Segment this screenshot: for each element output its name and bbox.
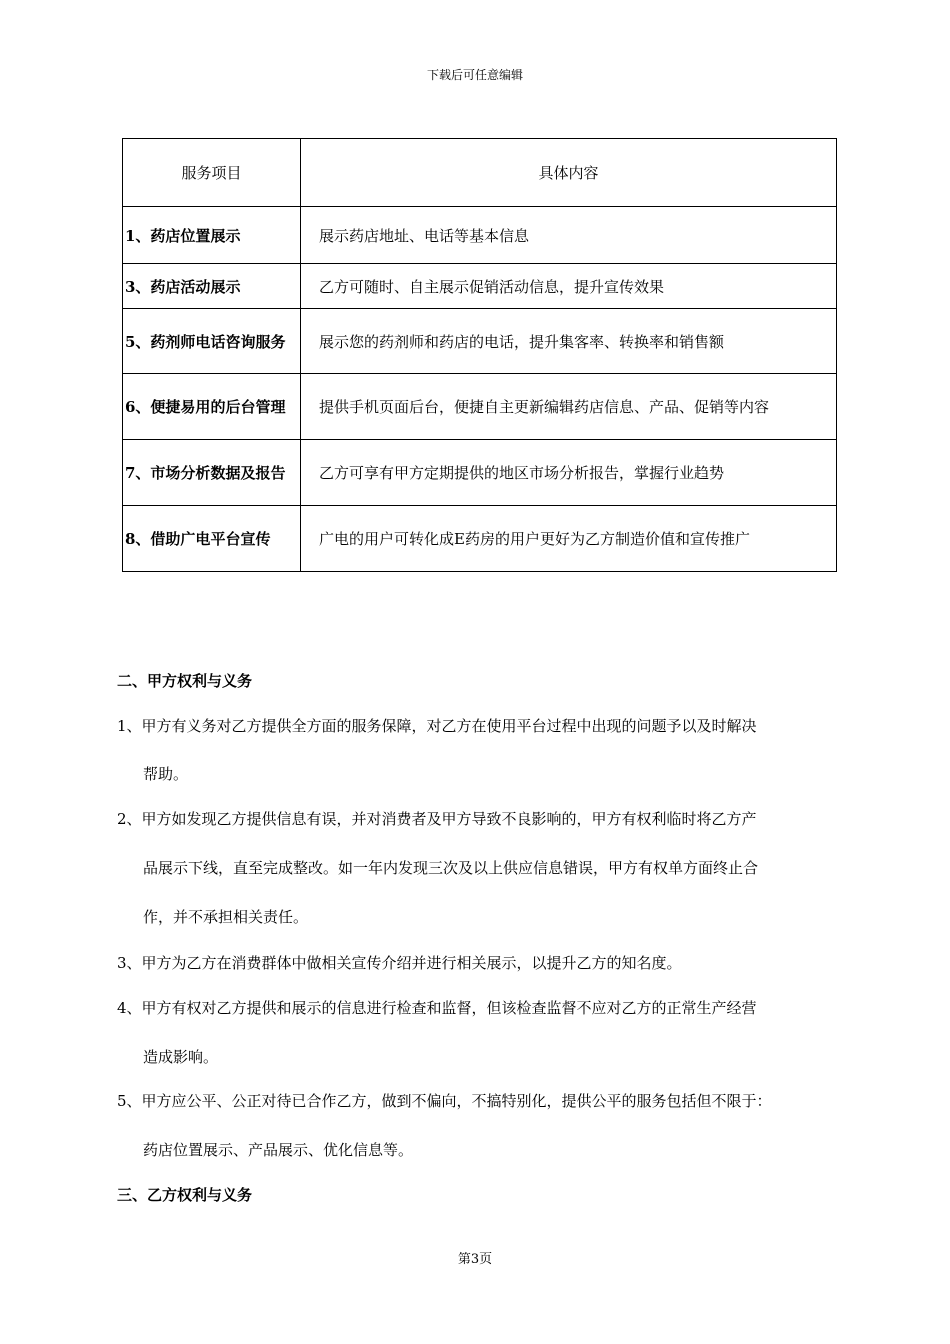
service-content: 提供手机页面后台，便捷自主更新编辑药店信息、产品、促销等内容	[301, 374, 837, 440]
section-title-party-b: 三、乙方权利与义务	[117, 1186, 253, 1204]
service-table	[122, 138, 837, 572]
service-item: 8、借助广电平台宣传	[123, 506, 301, 572]
table-row	[123, 264, 837, 309]
service-item: 7、市场分析数据及报告	[123, 440, 301, 506]
table-row	[123, 207, 837, 264]
service-content: 乙方可享有甲方定期提供的地区市场分析报告，掌握行业趋势	[301, 440, 837, 506]
page-number: 第3页	[457, 1252, 493, 1267]
clause-line: 5、甲方应公平、公正对待已合作乙方，做到不偏向，不搞特别化，提供公平的服务包括但不限于：	[117, 1092, 772, 1110]
service-item: 3、药店活动展示	[123, 264, 301, 309]
clause-line: 药店位置展示、产品展示、优化信息等。	[143, 1141, 414, 1159]
section-title-party-a: 二、甲方权利与义务	[117, 672, 253, 690]
clause-line: 3、甲方为乙方在消费群体中做相关宣传介绍并进行相关展示，以提升乙方的知名度。	[117, 954, 682, 972]
clause-line: 品展示下线，直至完成整改。如一年内发现三次及以上供应信息错误，甲方有权单方面终止合	[143, 859, 759, 877]
service-content: 乙方可随时、自主展示促销活动信息，提升宣传效果	[301, 264, 837, 309]
service-content: 广电的用户可转化成E药房的用户更好为乙方制造价值和宣传推广	[301, 506, 837, 572]
clause-line: 作，并不承担相关责任。	[143, 908, 309, 926]
service-item: 5、药剂师电话咨询服务	[123, 309, 301, 374]
table-row	[123, 309, 837, 374]
service-content: 展示药店地址、电话等基本信息	[301, 207, 837, 264]
service-content: 展示您的药剂师和药店的电话，提升集客率、转换率和销售额	[301, 309, 837, 374]
column-header-content: 具体内容	[301, 139, 837, 207]
table-header-row	[123, 139, 837, 207]
clause-line: 2、甲方如发现乙方提供信息有误，并对消费者及甲方导致不良影响的，甲方有权利临时将乙方产	[117, 810, 757, 828]
service-item: 1、药店位置展示	[123, 207, 301, 264]
table-row	[123, 374, 837, 440]
clause-line: 帮助。	[143, 765, 189, 783]
table-row	[123, 506, 837, 572]
table-row	[123, 440, 837, 506]
clause-line: 1、甲方有义务对乙方提供全方面的服务保障，对乙方在使用平台过程中出现的问题予以及时解决	[117, 717, 757, 735]
page-header-note: 下载后可任意编辑	[426, 68, 523, 82]
clause-line: 造成影响。	[143, 1048, 219, 1066]
column-header-item: 服务项目	[123, 139, 301, 207]
clause-line: 4、甲方有权对乙方提供和展示的信息进行检查和监督，但该检查监督不应对乙方的正常生产经营	[117, 999, 757, 1017]
service-item: 6、便捷易用的后台管理	[123, 374, 301, 440]
